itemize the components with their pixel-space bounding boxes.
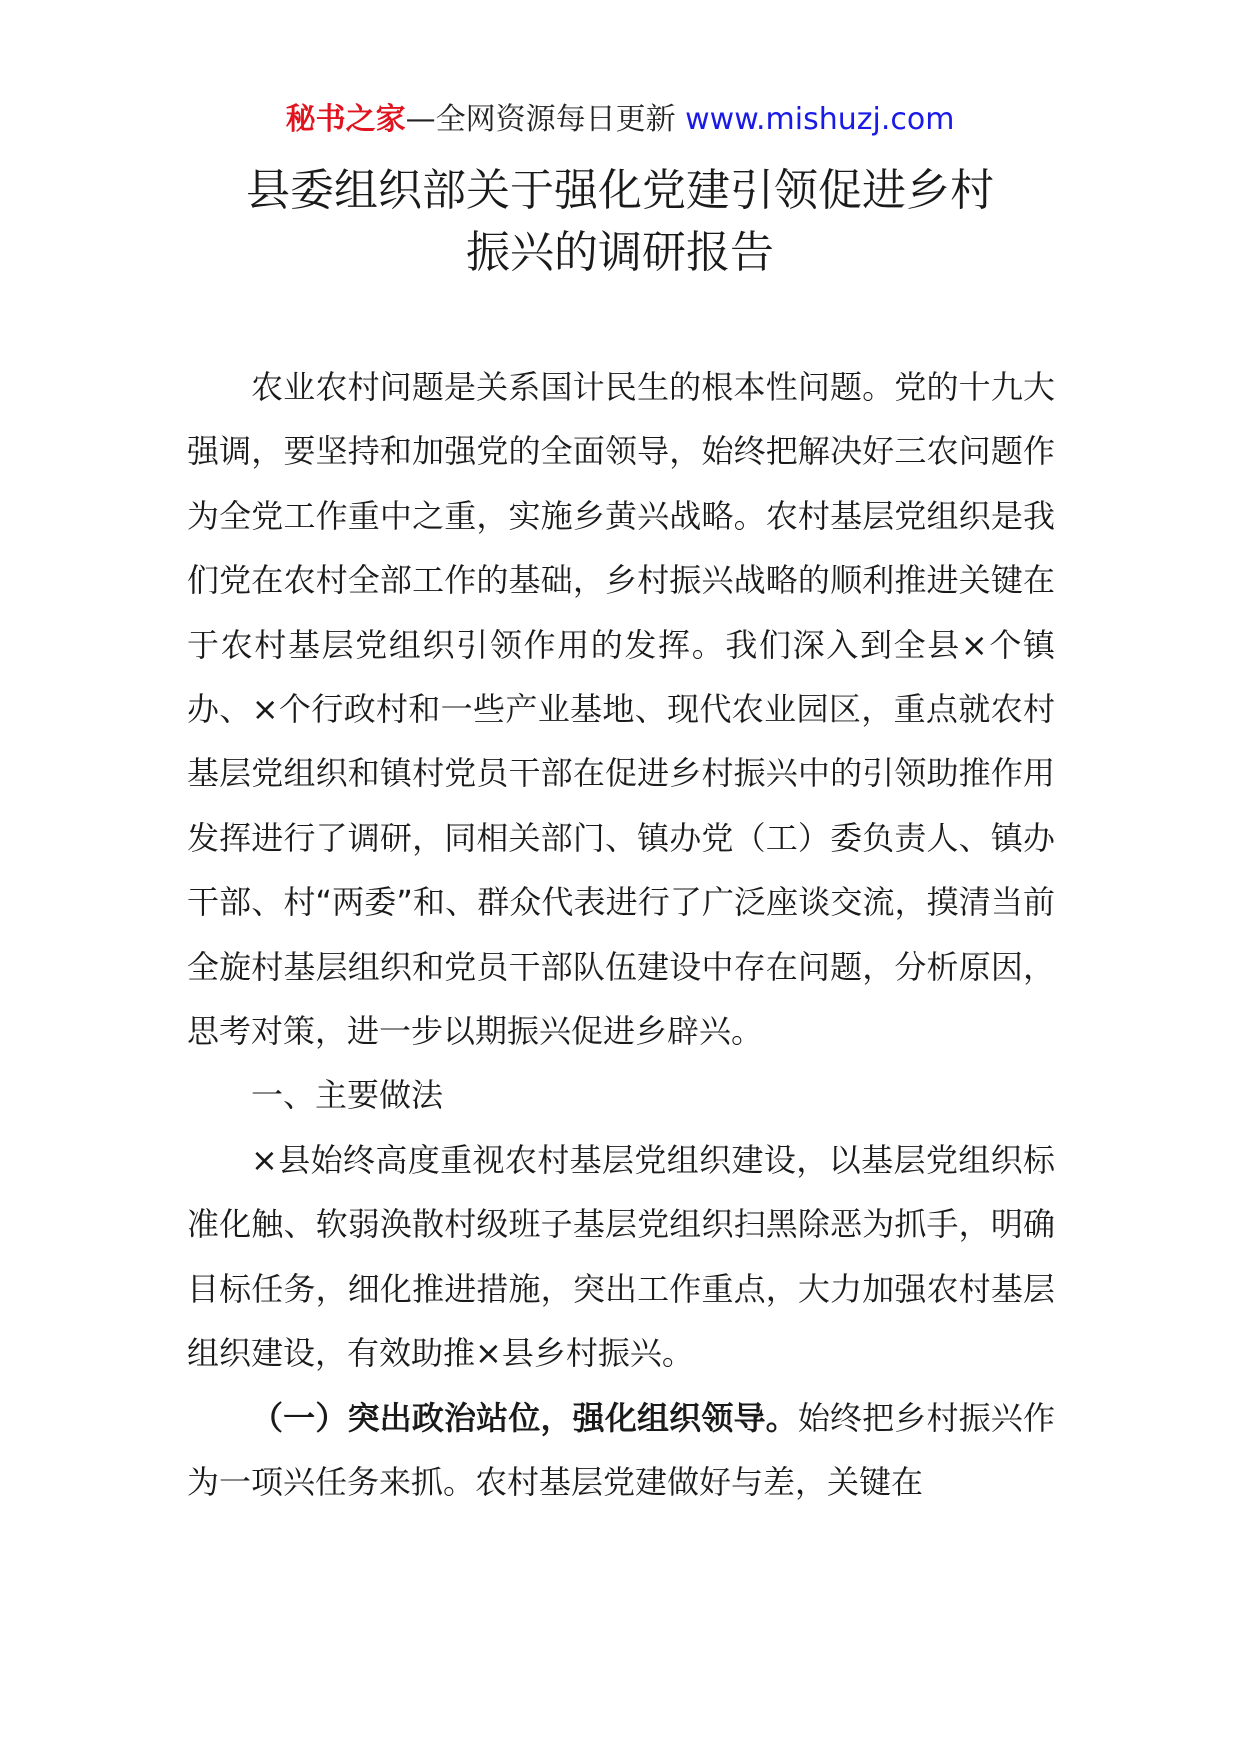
site-url-link[interactable]: www.mishuzj.com <box>685 102 955 137</box>
document-title <box>0 160 1240 284</box>
subsection-paragraph <box>187 1386 1055 1515</box>
title-line-1: 县委组织部关于强化党建引领促进乡村 <box>246 165 994 216</box>
subsection-text: 始终把乡村振兴作为一项兴任务来抓。农村基层党建做好与差，关键在 <box>187 1398 1055 1501</box>
subsection-heading: （一）突出政治站位，强化组织领导。 <box>251 1398 798 1437</box>
intro-paragraph: 农业农村问题是关系国计民生的根本性问题。党的十九大强调，要坚持和加强党的全面领导，始终把解决好三农问题作为全党工作重中之重，实施乡黄兴战略。农村基层党组织是我们党在农村全部工作的基础，乡村振兴战略的顺利推进关键在于农村基层党组织引领作用的发挥。我们深入到全县×个镇办、×个行政村和一些产业基地、现代农业园区，重点就农村基层党组织和镇村党员干部在促进乡村振兴中的引领助推作用发挥进行了调研，同相关部门、镇办党（工）委负责人、镇办干部、村“两委”和、群众代表进行了广泛座谈交流，摸清当前全旋村基层组织和党员干部队伍建设中存在问题，分析原因，思考对策，进一步以期振兴促进乡辟兴。 <box>187 368 1055 1051</box>
header-banner <box>0 100 1240 140</box>
title-line-2: 振兴的调研报告 <box>466 227 774 278</box>
brand-name: 秘书之家 <box>285 102 406 137</box>
header-tagline: —全网资源每日更新 <box>405 102 676 137</box>
document-body <box>187 355 1055 1514</box>
section-heading: 一、主要做法 <box>251 1076 444 1115</box>
section-paragraph: ×县始终高度重视农村基层党组织建设，以基层党组织标准化触、软弱涣散村级班子基层党组织扫黑除恶为抓手，明确目标任务，细化推进措施，突出工作重点，大力加强农村基层组织建设，有效助推×县乡村振兴。 <box>187 1140 1055 1373</box>
